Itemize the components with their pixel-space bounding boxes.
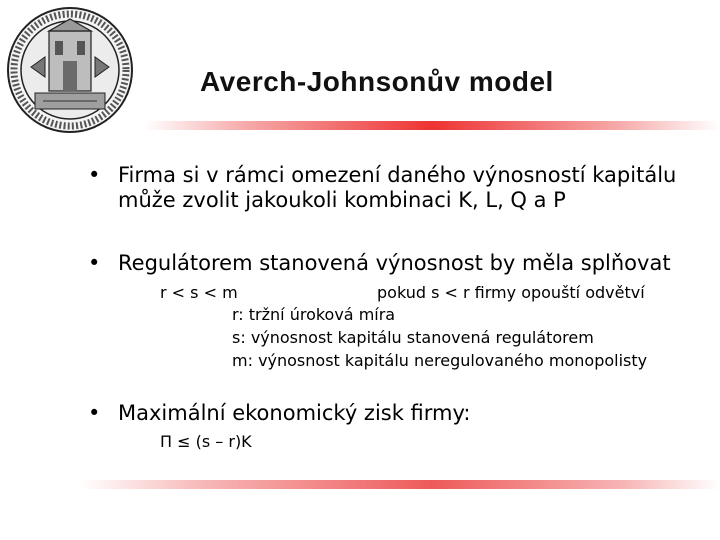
formula-r-s-m: r < s < m: [160, 283, 238, 302]
exit-condition: pokud s < r firmy opouští odvětví: [377, 283, 645, 302]
bullet-marker: •: [88, 401, 101, 425]
slide-title: Averch-Johnsonův model: [200, 66, 554, 97]
bullet-marker: •: [88, 251, 101, 275]
definition-m: m: výnosnost kapitálu neregulovaného monopolisty: [232, 351, 648, 370]
bullet-3-line-1: Maximální ekonomický zisk firmy:: [118, 401, 471, 425]
title-divider: [144, 121, 720, 130]
bullet-marker: •: [88, 163, 101, 187]
definition-s: s: výnosnost kapitálu stanovená regulátorem: [232, 328, 594, 347]
formula-profit: Π ≤ (s – r)K: [160, 432, 252, 451]
university-seal-icon: [5, 5, 135, 135]
bullet-1-line-1: Firma si v rámci omezení daného výnosností kapitálu: [118, 163, 677, 187]
bullet-1-line-2: může zvolit jakoukoli kombinaci K, L, Q a P: [118, 188, 566, 212]
definition-r: r: tržní úroková míra: [232, 305, 396, 324]
bullet-2-line-1: Regulátorem stanovená výnosnost by měla splňovat: [118, 251, 671, 275]
footer-divider: [80, 480, 720, 489]
